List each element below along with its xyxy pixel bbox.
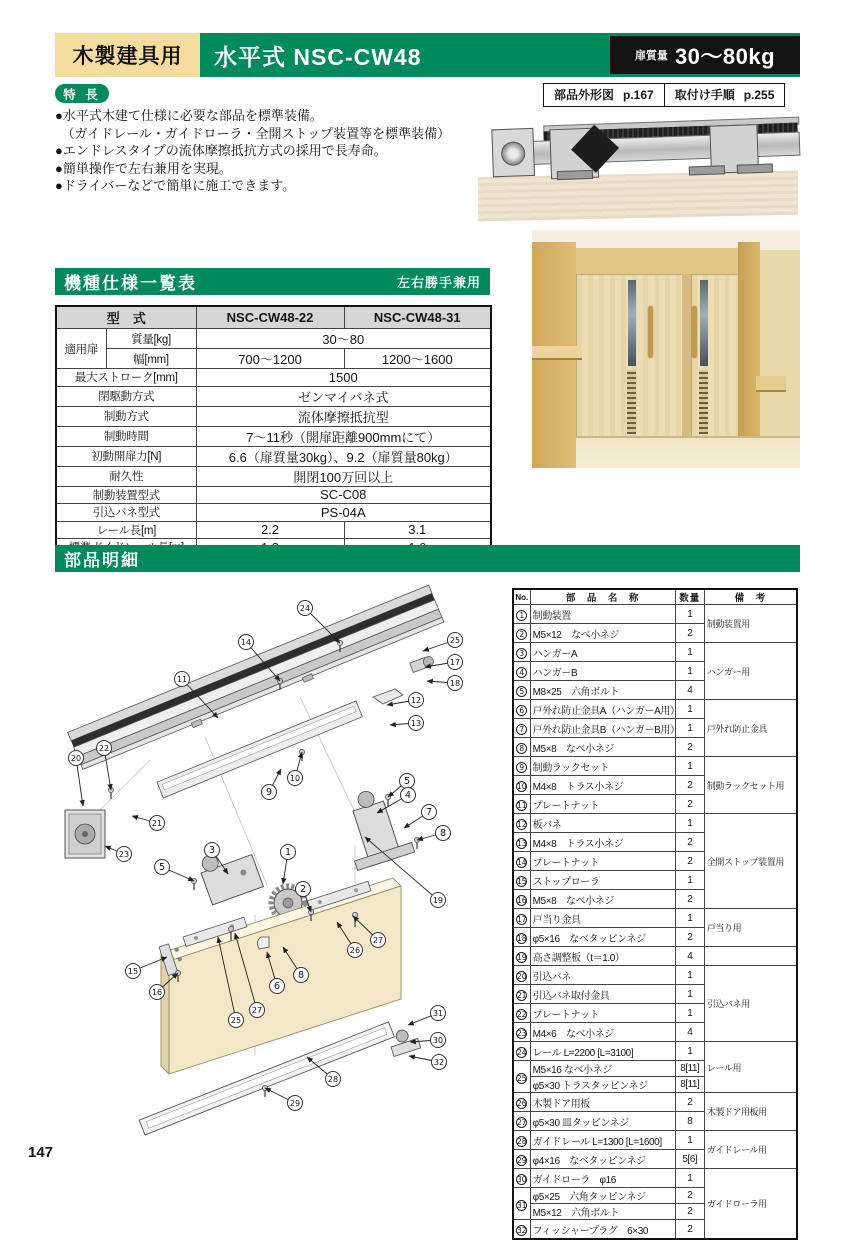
part-qty: 2 bbox=[675, 1093, 704, 1112]
callout-number: 8 bbox=[297, 970, 305, 981]
part-qty: 2 bbox=[675, 1188, 704, 1204]
part-number: 16 bbox=[517, 896, 527, 905]
part-qty: 8[11] bbox=[675, 1061, 704, 1077]
part-name: プレートナット bbox=[530, 852, 675, 871]
parts-no-cell bbox=[513, 1150, 530, 1169]
spec-row bbox=[56, 426, 491, 446]
part-name: 戸外れ防止金具B（ハンガーB用） bbox=[530, 719, 675, 738]
feature-item: （ガイドレール・ガイドローラ・全開ストップ装置等を標準装備） bbox=[55, 125, 451, 141]
callout-number: 19 bbox=[432, 896, 444, 905]
part-qty: 1 bbox=[675, 1042, 704, 1061]
part-number: 17 bbox=[517, 915, 527, 924]
part-remark: 引込バネ用 bbox=[704, 966, 797, 1042]
feature-item: ●簡単操作で左右兼用を実現。 bbox=[55, 160, 232, 176]
parts-no-cell bbox=[513, 928, 530, 947]
door-handle bbox=[692, 306, 697, 358]
ref-label: 部品外形図 bbox=[554, 88, 615, 102]
pull-in-spring bbox=[65, 810, 105, 858]
parts-no-cell bbox=[513, 1042, 530, 1061]
part-number: 19 bbox=[517, 953, 527, 962]
part-qty: 2 bbox=[675, 833, 704, 852]
part-name: M4×8 トラス小ネジ bbox=[530, 776, 675, 795]
guard-piece bbox=[257, 937, 269, 949]
parts-no-cell bbox=[513, 1220, 530, 1240]
part-name: M5×12 六角ボルト bbox=[530, 1204, 675, 1220]
callout-number: 23 bbox=[118, 850, 130, 859]
parts-row bbox=[513, 643, 797, 662]
callout-number: 5 bbox=[403, 776, 411, 787]
part-name: M5×8 なべ小ネジ bbox=[530, 890, 675, 909]
part-remark: 戸外れ防止金具 bbox=[704, 700, 797, 757]
part-qty: 1 bbox=[675, 719, 704, 738]
callout-number: 32 bbox=[433, 1058, 445, 1067]
spec-cell: 7～11秒（開扉距離900mmにて） bbox=[196, 426, 491, 446]
part-name: M5×16 なべ小ネジ bbox=[530, 1061, 675, 1077]
parts-row bbox=[513, 1093, 797, 1112]
parts-row bbox=[513, 909, 797, 928]
door-handle bbox=[648, 306, 653, 358]
part-number: 15 bbox=[517, 877, 527, 886]
spec-cell: 1500 bbox=[196, 369, 491, 387]
part-name: φ5×30 皿タッピンネジ bbox=[530, 1112, 675, 1131]
part-qty: 1 bbox=[675, 1004, 704, 1023]
spec-cell: PS-04A bbox=[196, 504, 491, 522]
part-name: プレートナット bbox=[530, 795, 675, 814]
part-name: ハンガーA bbox=[530, 643, 675, 662]
callout-number: 11 bbox=[176, 675, 188, 684]
part-qty: 1 bbox=[675, 985, 704, 1004]
callout-number: 9 bbox=[265, 787, 273, 798]
part-number: 21 bbox=[517, 991, 527, 1000]
spec-row bbox=[56, 306, 491, 329]
parts-header-cell: 部 品 名 称 bbox=[530, 589, 675, 605]
part-number: 7 bbox=[516, 724, 527, 735]
part-remark: ハンガー用 bbox=[704, 643, 797, 700]
rail-product-photo bbox=[478, 110, 800, 222]
part-qty: 2 bbox=[675, 776, 704, 795]
callout-number: 26 bbox=[349, 946, 361, 955]
parts-section-title: 部品明細 bbox=[64, 551, 140, 570]
part-name: 戸当り金具 bbox=[530, 909, 675, 928]
callout-number: 30 bbox=[432, 1036, 444, 1045]
part-number: 26 bbox=[517, 1099, 527, 1108]
parts-no-cell bbox=[513, 662, 530, 681]
part-number: 9 bbox=[516, 762, 527, 773]
part-number: 32 bbox=[517, 1226, 527, 1235]
part-qty: 1 bbox=[675, 871, 704, 890]
parts-no-cell bbox=[513, 738, 530, 757]
spec-cell: 制動装置型式 bbox=[56, 486, 196, 504]
spec-row bbox=[56, 504, 491, 522]
spec-section-banner bbox=[55, 268, 490, 295]
callout-number: 31 bbox=[432, 1009, 444, 1018]
part-number: 8 bbox=[516, 743, 527, 754]
spec-cell: 700～1200 bbox=[196, 349, 344, 369]
leaf-spring bbox=[373, 689, 403, 704]
parts-no-cell bbox=[513, 833, 530, 852]
part-name: M4×8 トラス小ネジ bbox=[530, 833, 675, 852]
spec-row bbox=[56, 369, 491, 387]
spec-cell: 制動方式 bbox=[56, 406, 196, 426]
part-qty: 4 bbox=[675, 947, 704, 966]
parts-no-cell bbox=[513, 700, 530, 719]
callout-number: 24 bbox=[299, 604, 311, 613]
part-qty: 2 bbox=[675, 738, 704, 757]
spec-cell: 耐久性 bbox=[56, 466, 196, 486]
parts-table bbox=[512, 588, 798, 1240]
part-qty: 2 bbox=[675, 795, 704, 814]
part-qty: 2 bbox=[675, 624, 704, 643]
part-name: 引込バネ取付金具 bbox=[530, 985, 675, 1004]
parts-no-cell bbox=[513, 1023, 530, 1042]
spec-cell: 1200～1600 bbox=[344, 349, 491, 369]
feature-item: ●水平式木建て仕様に必要な部品を標準装備。 bbox=[55, 108, 323, 123]
spec-row bbox=[56, 521, 491, 539]
parts-no-cell bbox=[513, 776, 530, 795]
door-window bbox=[628, 280, 636, 366]
part-number: 29 bbox=[517, 1156, 527, 1165]
part-number: 6 bbox=[516, 705, 527, 716]
callout-number: 12 bbox=[410, 696, 422, 705]
part-number: 24 bbox=[517, 1048, 527, 1057]
spec-section-note: 左右勝手兼用 bbox=[396, 275, 481, 290]
callout-number: 14 bbox=[240, 638, 252, 647]
parts-no-cell bbox=[513, 1169, 530, 1188]
part-number: 20 bbox=[517, 972, 527, 981]
parts-no-cell bbox=[513, 605, 530, 624]
part-name: φ4×16 なべタッピンネジ bbox=[530, 1150, 675, 1169]
parts-no-cell bbox=[513, 1061, 530, 1093]
parts-no-cell bbox=[513, 795, 530, 814]
page-number: 147 bbox=[28, 1144, 54, 1161]
part-qty: 1 bbox=[675, 1131, 704, 1150]
spec-cell: ゼンマイバネ式 bbox=[196, 386, 491, 406]
door-weight-label: 扉質量 bbox=[634, 50, 668, 62]
part-name: ストップローラ bbox=[530, 871, 675, 890]
part-name: レール L=2200 [L=3100] bbox=[530, 1042, 675, 1061]
part-number: 18 bbox=[517, 934, 527, 943]
part-name: 戸外れ防止金具A（ハンガーA用） bbox=[530, 700, 675, 719]
parts-no-cell bbox=[513, 1188, 530, 1220]
part-name: φ5×25 六角タッピンネジ bbox=[530, 1188, 675, 1204]
part-qty: 1 bbox=[675, 966, 704, 985]
ref-install-steps bbox=[664, 84, 785, 106]
spec-cell: SC-C08 bbox=[196, 486, 491, 504]
spec-row bbox=[56, 466, 491, 486]
parts-no-cell bbox=[513, 1004, 530, 1023]
spec-cell: 適用扉 bbox=[56, 329, 106, 369]
spec-cell: 6.6（扉質量30kg）、9.2（扉質量80kg） bbox=[196, 446, 491, 466]
part-name: M5×12 なべ小ネジ bbox=[530, 624, 675, 643]
part-name: ガイドレール L=1300 [L=1600] bbox=[530, 1131, 675, 1150]
part-remark: 全開ストップ装置用 bbox=[704, 814, 797, 909]
parts-row bbox=[513, 700, 797, 719]
parts-no-cell bbox=[513, 1131, 530, 1150]
part-name: 制動ラックセット bbox=[530, 757, 675, 776]
part-number: 27 bbox=[517, 1118, 527, 1127]
part-qty: 1 bbox=[675, 700, 704, 719]
callout-number: 10 bbox=[289, 774, 301, 783]
part-qty: 2 bbox=[675, 852, 704, 871]
part-name: M8×25 六角ボルト bbox=[530, 681, 675, 700]
callout-number: 5 bbox=[158, 862, 166, 873]
exploded-parts-diagram bbox=[55, 585, 510, 1133]
callout-number: 27 bbox=[372, 936, 384, 945]
callout-number: 1 bbox=[284, 847, 292, 858]
part-name: 制動装置 bbox=[530, 605, 675, 624]
parts-row bbox=[513, 1169, 797, 1188]
spec-row bbox=[56, 329, 491, 349]
callout-number: 18 bbox=[449, 679, 461, 688]
part-qty: 1 bbox=[675, 605, 704, 624]
ref-page: p.255 bbox=[743, 88, 775, 102]
part-number: 31 bbox=[517, 1200, 527, 1210]
part-number: 28 bbox=[517, 1137, 527, 1146]
ref-label: 取付け手順 bbox=[674, 88, 735, 102]
parts-table-body bbox=[513, 589, 797, 1239]
stop-roller bbox=[410, 655, 435, 672]
part-name: ハンガーB bbox=[530, 662, 675, 681]
callout-number: 8 bbox=[439, 828, 447, 839]
part-qty: 1 bbox=[675, 909, 704, 928]
parts-header-cell: 数量 bbox=[675, 589, 704, 605]
part-number: 14 bbox=[517, 858, 527, 867]
page-title: 水平式 NSC-CW48 bbox=[214, 43, 422, 70]
part-name: M4×6 なべ小ネジ bbox=[530, 1023, 675, 1042]
part-number: 23 bbox=[517, 1029, 527, 1038]
callout-number: 22 bbox=[98, 744, 110, 753]
part-qty: 1 bbox=[675, 662, 704, 681]
part-number: 2 bbox=[516, 629, 527, 640]
parts-no-cell bbox=[513, 890, 530, 909]
parts-header-cell: 備 考 bbox=[704, 589, 797, 605]
parts-no-cell bbox=[513, 814, 530, 833]
parts-no-cell bbox=[513, 909, 530, 928]
spec-cell: 質量[kg] bbox=[106, 329, 196, 349]
part-remark: ガイドレール用 bbox=[704, 1131, 797, 1169]
callout-number: 13 bbox=[410, 719, 422, 728]
part-name: 板バネ bbox=[530, 814, 675, 833]
part-qty: 2 bbox=[675, 890, 704, 909]
callout-number: 6 bbox=[273, 981, 281, 992]
part-remark: 制動装置用 bbox=[704, 605, 797, 643]
category-box bbox=[55, 33, 200, 77]
part-remark: 戸当り用 bbox=[704, 909, 797, 947]
parts-header-cell: No. bbox=[513, 589, 530, 605]
door-window bbox=[700, 280, 708, 366]
door-install-photo bbox=[532, 230, 800, 468]
spec-cell: 引込バネ型式 bbox=[56, 504, 196, 522]
spec-table bbox=[55, 305, 492, 558]
part-qty: 5[6] bbox=[675, 1150, 704, 1169]
part-qty: 8[11] bbox=[675, 1077, 704, 1093]
part-qty: 1 bbox=[675, 1169, 704, 1188]
parts-section-banner bbox=[55, 545, 800, 572]
part-number: 13 bbox=[517, 839, 527, 848]
callout-number: 3 bbox=[208, 845, 216, 856]
parts-row bbox=[513, 814, 797, 833]
spec-cell: NSC-CW48-22 bbox=[196, 306, 344, 329]
part-remark: 制動ラックセット用 bbox=[704, 757, 797, 814]
part-number: 4 bbox=[516, 667, 527, 678]
parts-no-cell bbox=[513, 947, 530, 966]
parts-row bbox=[513, 966, 797, 985]
spec-cell: レール長[m] bbox=[56, 521, 196, 539]
spring-unit bbox=[491, 128, 535, 177]
part-name: プレートナット bbox=[530, 1004, 675, 1023]
part-number: 10 bbox=[517, 782, 527, 791]
spec-cell: NSC-CW48-31 bbox=[344, 306, 491, 329]
part-qty: 1 bbox=[675, 814, 704, 833]
parts-row bbox=[513, 757, 797, 776]
part-name: フィッシャープラグ 6×30 bbox=[530, 1220, 675, 1240]
spec-cell: 流体摩擦抵抗型 bbox=[196, 406, 491, 426]
part-qty: 2 bbox=[675, 1220, 704, 1240]
part-name: φ5×16 なべタッピンネジ bbox=[530, 928, 675, 947]
part-number: 30 bbox=[517, 1175, 527, 1184]
parts-no-cell bbox=[513, 1093, 530, 1112]
part-qty: 4 bbox=[675, 681, 704, 700]
parts-header-row bbox=[513, 589, 797, 605]
spec-cell: 30～80 bbox=[196, 329, 491, 349]
wood-board bbox=[478, 171, 798, 222]
part-remark: レール用 bbox=[704, 1042, 797, 1093]
spec-cell: 制動時間 bbox=[56, 426, 196, 446]
callout-number: 7 bbox=[425, 807, 433, 818]
spec-cell: 幅[mm] bbox=[106, 349, 196, 369]
part-number: 12 bbox=[517, 820, 527, 829]
door-weight-value: 30～80kg bbox=[674, 43, 776, 69]
parts-no-cell bbox=[513, 643, 530, 662]
feature-item: ●ドライバーなどで簡単に施工できます。 bbox=[55, 178, 296, 193]
part-qty: 1 bbox=[675, 643, 704, 662]
part-qty: 2 bbox=[675, 1204, 704, 1220]
parts-row bbox=[513, 605, 797, 624]
spec-table-body bbox=[56, 306, 491, 557]
part-number: 1 bbox=[516, 610, 527, 621]
callout-number: 17 bbox=[449, 658, 461, 667]
spec-row bbox=[56, 446, 491, 466]
callout-number: 16 bbox=[151, 988, 163, 997]
ref-page: p.167 bbox=[623, 88, 654, 102]
parts-no-cell bbox=[513, 757, 530, 776]
door-weight-box bbox=[610, 36, 800, 74]
callout-number: 28 bbox=[327, 1075, 339, 1084]
features-badge: 特 長 bbox=[55, 84, 109, 103]
features-list bbox=[55, 107, 495, 195]
spec-cell: 2.2 bbox=[196, 521, 344, 539]
parts-no-cell bbox=[513, 966, 530, 985]
part-name: ガイドローラ φ16 bbox=[530, 1169, 675, 1188]
part-name: 引込バネ bbox=[530, 966, 675, 985]
callout-number: 21 bbox=[151, 819, 163, 828]
callout-number: 2 bbox=[299, 884, 307, 895]
spec-cell: 開閉100万回以上 bbox=[196, 466, 491, 486]
parts-no-cell bbox=[513, 1112, 530, 1131]
part-number: 11 bbox=[517, 801, 527, 810]
rail-assembly bbox=[491, 115, 799, 178]
spec-cell: 閉駆動方式 bbox=[56, 386, 196, 406]
part-number: 22 bbox=[517, 1010, 527, 1019]
spec-row bbox=[56, 349, 491, 369]
part-qty: 2 bbox=[675, 928, 704, 947]
part-number: 3 bbox=[516, 648, 527, 659]
part-number: 25 bbox=[517, 1073, 527, 1083]
feature-item: ●エンドレスタイプの流体摩擦抵抗方式の採用で長寿命。 bbox=[55, 143, 387, 158]
part-qty: 4 bbox=[675, 1023, 704, 1042]
parts-no-cell bbox=[513, 681, 530, 700]
part-qty: 1 bbox=[675, 757, 704, 776]
part-remark: 木製ドア用板用 bbox=[704, 1093, 797, 1131]
spec-cell: 型 式 bbox=[56, 306, 196, 329]
callout-number: 25 bbox=[230, 1016, 242, 1025]
title-banner bbox=[200, 33, 800, 77]
part-qty: 8 bbox=[675, 1112, 704, 1131]
callout-number: 25 bbox=[449, 636, 461, 645]
part-remark bbox=[704, 947, 797, 966]
part-name: M5×8 なべ小ネジ bbox=[530, 738, 675, 757]
spec-cell: 最大ストローク[mm] bbox=[56, 369, 196, 387]
spec-section-title: 機種仕様一覧表 bbox=[64, 274, 197, 293]
spec-row bbox=[56, 486, 491, 504]
category-label: 木製建具用 bbox=[72, 45, 183, 68]
parts-row bbox=[513, 947, 797, 966]
part-name: 木製ドア用板 bbox=[530, 1093, 675, 1112]
reference-links bbox=[543, 83, 785, 107]
spec-row bbox=[56, 386, 491, 406]
parts-no-cell bbox=[513, 852, 530, 871]
spec-cell: 3.1 bbox=[344, 521, 491, 539]
callout-number: 15 bbox=[127, 967, 139, 976]
parts-no-cell bbox=[513, 985, 530, 1004]
spec-cell: 初動開扉力[N] bbox=[56, 446, 196, 466]
callout-number: 27 bbox=[251, 1006, 263, 1015]
callout-number: 29 bbox=[289, 1099, 301, 1108]
ref-outline-drawing bbox=[544, 84, 664, 106]
spec-row bbox=[56, 406, 491, 426]
parts-row bbox=[513, 1131, 797, 1150]
part-remark: ガイドローラ用 bbox=[704, 1169, 797, 1240]
parts-row bbox=[513, 1042, 797, 1061]
part-name: φ5×30 トラスタッピンネジ bbox=[530, 1077, 675, 1093]
parts-no-cell bbox=[513, 871, 530, 890]
parts-no-cell bbox=[513, 624, 530, 643]
callout-number: 4 bbox=[404, 790, 412, 801]
parts-no-cell bbox=[513, 719, 530, 738]
part-name: 高さ調整板（t＝1.0） bbox=[530, 947, 675, 966]
part-number: 5 bbox=[516, 686, 527, 697]
callout-number: 20 bbox=[70, 754, 82, 763]
